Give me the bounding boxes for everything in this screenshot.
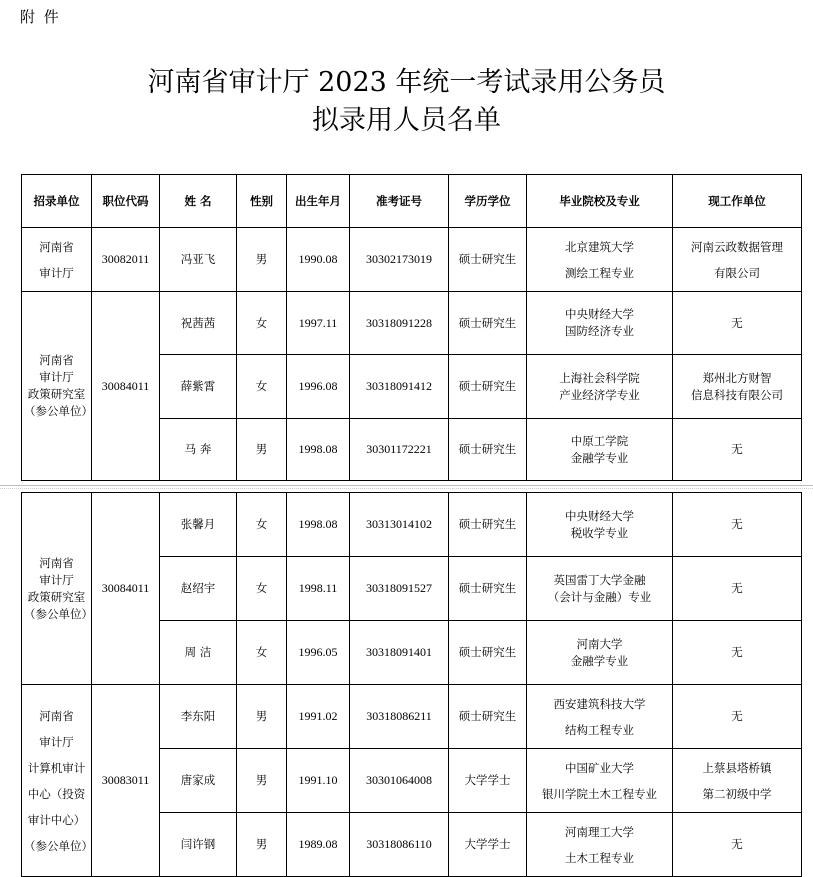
- exam-id-cell: 30318091412: [350, 355, 449, 419]
- education-cell: 硕士研究生: [449, 228, 527, 292]
- gender-cell: 男: [237, 685, 287, 749]
- education-cell: 硕士研究生: [449, 557, 527, 621]
- school-cell: 中央财经大学 税收学专业: [527, 493, 673, 557]
- header-school: 毕业院校及专业: [527, 175, 673, 228]
- school-cell: 英国雷丁大学金融 （会计与金融）专业: [527, 557, 673, 621]
- school-cell: 河南理工大学 土木工程专业: [527, 813, 673, 877]
- workplace-cell: 河南云政数据管理 有限公司: [673, 228, 802, 292]
- education-cell: 硕士研究生: [449, 685, 527, 749]
- gender-cell: 男: [237, 749, 287, 813]
- exam-id-cell: 30302173019: [350, 228, 449, 292]
- name-cell: 祝茜茜: [160, 292, 237, 355]
- name-cell: 冯亚飞: [160, 228, 237, 292]
- header-unit: 招录单位: [22, 175, 92, 228]
- education-cell: 硕士研究生: [449, 621, 527, 685]
- workplace-cell: 无: [673, 493, 802, 557]
- name-cell: 唐家成: [160, 749, 237, 813]
- table-row: [22, 228, 802, 292]
- name-cell: 李东阳: [160, 685, 237, 749]
- birth-cell: 1996.08: [287, 355, 350, 419]
- workplace-cell: 无: [673, 621, 802, 685]
- header-workplace: 现工作单位: [673, 175, 802, 228]
- birth-cell: 1991.02: [287, 685, 350, 749]
- workplace-cell: 无: [673, 419, 802, 481]
- education-cell: 硕士研究生: [449, 292, 527, 355]
- name-cell: 薛紫霄: [160, 355, 237, 419]
- gender-cell: 女: [237, 621, 287, 685]
- workplace-cell: 郑州北方财智 信息科技有限公司: [673, 355, 802, 419]
- school-cell: 中国矿业大学 银川学院土木工程专业: [527, 749, 673, 813]
- header-exam-id: 准考证号: [350, 175, 449, 228]
- birth-cell: 1989.08: [287, 813, 350, 877]
- name-cell: 闫许钢: [160, 813, 237, 877]
- header-name: 姓 名: [160, 175, 237, 228]
- workplace-cell: 无: [673, 813, 802, 877]
- school-cell: 北京建筑大学 测绘工程专业: [527, 228, 673, 292]
- candidates-table-page-2: [21, 492, 802, 877]
- document-title-line-2: 拟录用人员名单: [312, 105, 501, 136]
- workplace-cell: 上蔡县塔桥镇 第二初级中学: [673, 749, 802, 813]
- workplace-cell: 无: [673, 557, 802, 621]
- table-row: [22, 493, 802, 557]
- gender-cell: 男: [237, 228, 287, 292]
- exam-id-cell: 30301064008: [350, 749, 449, 813]
- gender-cell: 男: [237, 813, 287, 877]
- birth-cell: 1990.08: [287, 228, 350, 292]
- unit-cell: 河南省 审计厅 政策研究室 （参公单位）: [22, 292, 92, 481]
- exam-id-cell: 30318091228: [350, 292, 449, 355]
- exam-id-cell: 30318091401: [350, 621, 449, 685]
- birth-cell: 1997.11: [287, 292, 350, 355]
- workplace-cell: 无: [673, 292, 802, 355]
- exam-id-cell: 30301172221: [350, 419, 449, 481]
- unit-cell: 河南省 审计厅: [22, 228, 92, 292]
- birth-cell: 1996.05: [287, 621, 350, 685]
- workplace-cell: 无: [673, 685, 802, 749]
- page-break: [0, 482, 813, 490]
- header-code: 职位代码: [92, 175, 160, 228]
- education-cell: 大学学士: [449, 749, 527, 813]
- document-title-line-1: 河南省审计厅 2023 年统一考试录用公务员: [147, 67, 666, 98]
- code-cell: 30084011: [92, 292, 160, 481]
- school-cell: 河南大学 金融学专业: [527, 621, 673, 685]
- exam-id-cell: 30318086211: [350, 685, 449, 749]
- birth-cell: 1991.10: [287, 749, 350, 813]
- education-cell: 硕士研究生: [449, 355, 527, 419]
- gender-cell: 女: [237, 292, 287, 355]
- exam-id-cell: 30313014102: [350, 493, 449, 557]
- candidates-table-page-1: [21, 174, 802, 481]
- school-cell: 上海社会科学院 产业经济学专业: [527, 355, 673, 419]
- name-cell: 周 洁: [160, 621, 237, 685]
- gender-cell: 女: [237, 355, 287, 419]
- table-header-row: [22, 175, 802, 228]
- gender-cell: 女: [237, 557, 287, 621]
- header-gender: 性别: [237, 175, 287, 228]
- name-cell: 赵绍宇: [160, 557, 237, 621]
- gender-cell: 女: [237, 493, 287, 557]
- table-row: [22, 292, 802, 355]
- education-cell: 硕士研究生: [449, 493, 527, 557]
- birth-cell: 1998.08: [287, 493, 350, 557]
- school-cell: 西安建筑科技大学 结构工程专业: [527, 685, 673, 749]
- attachment-label: 附 件: [20, 8, 61, 26]
- gender-cell: 男: [237, 419, 287, 481]
- school-cell: 中央财经大学 国防经济专业: [527, 292, 673, 355]
- school-cell: 中原工学院 金融学专业: [527, 419, 673, 481]
- code-cell: 30082011: [92, 228, 160, 292]
- name-cell: 马 奔: [160, 419, 237, 481]
- name-cell: 张馨月: [160, 493, 237, 557]
- unit-cell: 河南省 审计厅 计算机审计 中心（投资 审计中心） （参公单位）: [22, 685, 92, 877]
- unit-cell: 河南省 审计厅 政策研究室 （参公单位）: [22, 493, 92, 685]
- code-cell: 30084011: [92, 493, 160, 685]
- exam-id-cell: 30318091527: [350, 557, 449, 621]
- exam-id-cell: 30318086110: [350, 813, 449, 877]
- birth-cell: 1998.08: [287, 419, 350, 481]
- table-row: [22, 685, 802, 749]
- code-cell: 30083011: [92, 685, 160, 877]
- birth-cell: 1998.11: [287, 557, 350, 621]
- header-education: 学历学位: [449, 175, 527, 228]
- education-cell: 大学学士: [449, 813, 527, 877]
- education-cell: 硕士研究生: [449, 419, 527, 481]
- header-birth: 出生年月: [287, 175, 350, 228]
